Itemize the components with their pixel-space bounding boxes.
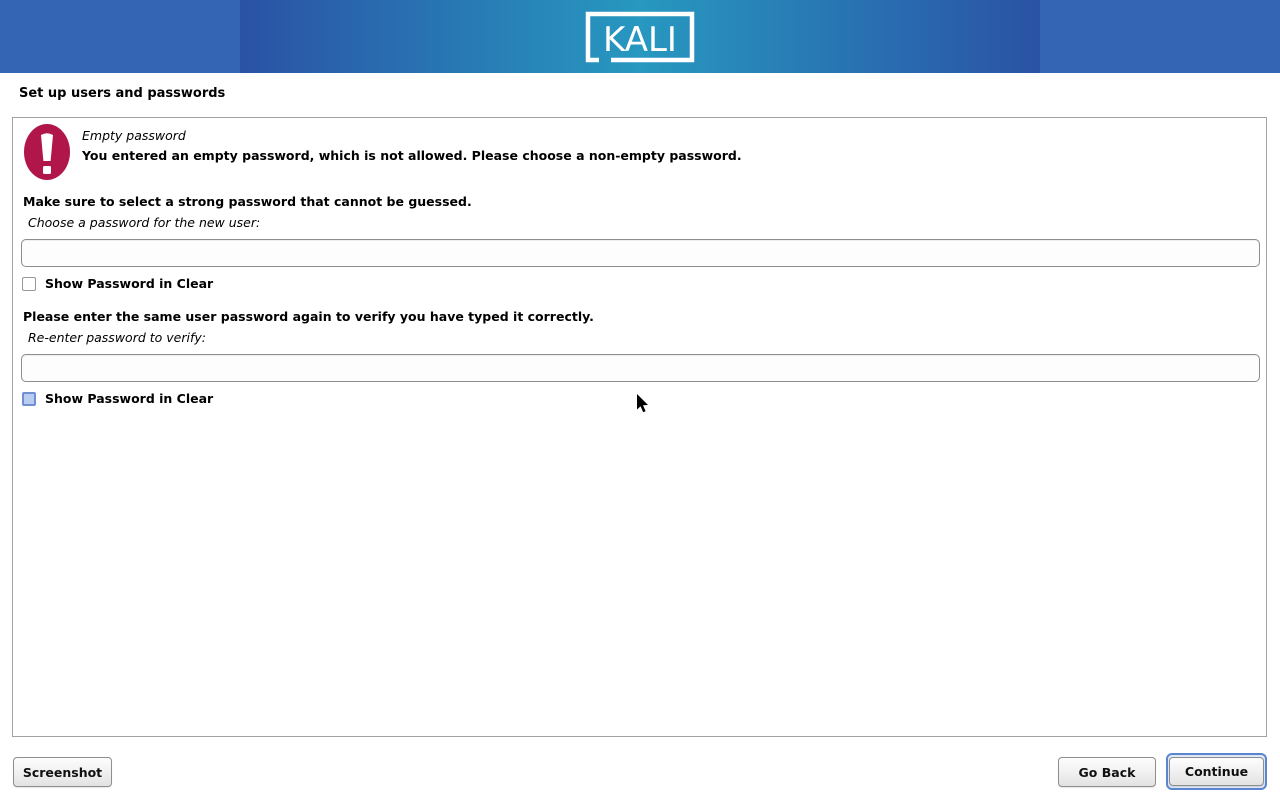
page-title: Set up users and passwords xyxy=(19,86,226,101)
verify-password-input[interactable] xyxy=(21,354,1260,382)
verify-field-label: Re-enter password to verify: xyxy=(28,330,206,345)
error-icon xyxy=(24,124,70,184)
show-verify-label: Show Password in Clear xyxy=(45,391,214,406)
screenshot-button[interactable]: Screenshot xyxy=(13,757,112,787)
show-verify-checkbox[interactable] xyxy=(22,392,36,406)
password-input[interactable] xyxy=(21,239,1260,267)
header-banner xyxy=(0,0,1280,73)
password-field-label: Choose a password for the new user: xyxy=(28,215,261,230)
kali-logo-text: KALI xyxy=(603,20,677,60)
installer-content-panel xyxy=(12,117,1267,737)
continue-button[interactable]: Continue xyxy=(1169,757,1264,786)
show-password-checkbox-row[interactable] xyxy=(22,276,213,291)
mouse-cursor-icon xyxy=(637,394,649,417)
kali-logo-icon xyxy=(584,10,696,68)
show-password-checkbox[interactable] xyxy=(22,277,36,291)
show-password-label: Show Password in Clear xyxy=(45,276,214,291)
error-message: You entered an empty password, which is not allowed. Please choose a non-empty password. xyxy=(82,148,742,163)
error-title: Empty password xyxy=(82,128,186,143)
show-verify-checkbox-row[interactable] xyxy=(22,391,213,406)
continue-button-focus-ring xyxy=(1166,753,1267,790)
verify-prompt: Please enter the same user password again to verify you have typed it correctly. xyxy=(23,309,594,324)
go-back-button[interactable]: Go Back xyxy=(1058,757,1156,787)
password-prompt: Make sure to select a strong password that cannot be guessed. xyxy=(23,194,472,209)
